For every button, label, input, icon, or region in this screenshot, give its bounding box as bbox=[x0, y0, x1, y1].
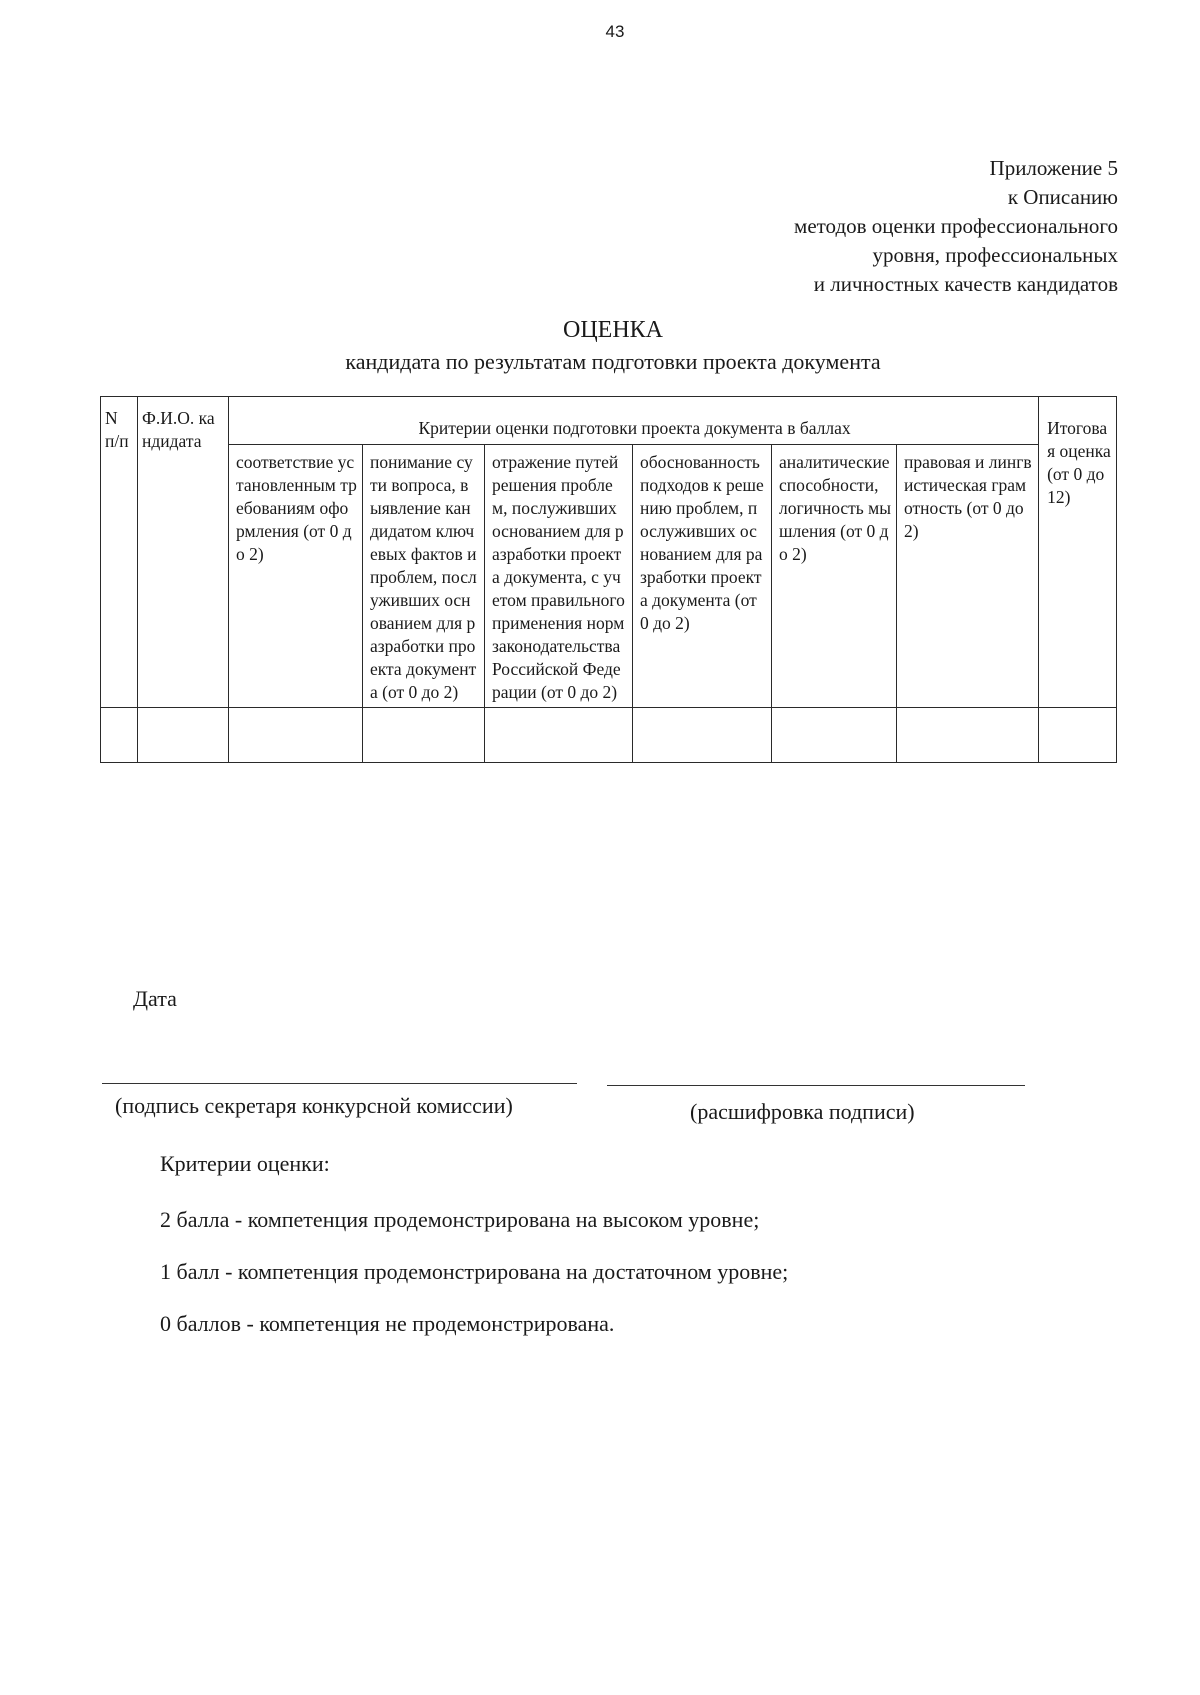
criteria-legend-item: 2 балла - компетенция продемонстрирована на высоком уровне; bbox=[160, 1207, 760, 1232]
appendix-line: уровня, профессиональных bbox=[872, 243, 1118, 267]
appendix-line: к Описанию bbox=[1007, 185, 1118, 209]
table-cell bbox=[633, 708, 772, 763]
transcript-signature-caption: (расшифровка подписи) bbox=[690, 1099, 915, 1124]
evaluation-table bbox=[100, 396, 1117, 763]
criterion-header: соответствие установленным требованиям оформления (от 0 до 2) bbox=[229, 445, 363, 708]
table-cell bbox=[1039, 708, 1117, 763]
criterion-header: аналитические способности, логичность мышления (от 0 до 2) bbox=[772, 445, 897, 708]
table-cell bbox=[897, 708, 1039, 763]
criterion-header: обоснованность подходов к решению проблем, послуживших основанием для разработки проекта документа (от 0 до 2) bbox=[633, 445, 772, 708]
table-cell bbox=[772, 708, 897, 763]
table-cell bbox=[363, 708, 485, 763]
appendix-line: методов оценки профессионального bbox=[794, 214, 1118, 238]
document-subtitle: кандидата по результатам подготовки проекта документа bbox=[345, 349, 881, 374]
appendix-line: и личностных качеств кандидатов bbox=[813, 272, 1118, 296]
appendix-reference bbox=[794, 154, 1118, 299]
appendix-line: Приложение 5 bbox=[989, 156, 1118, 180]
criteria-legend-item: 1 балл - компетенция продемонстрирована на достаточном уровне; bbox=[160, 1259, 789, 1284]
column-header-fio: Ф.И.О. кандидата bbox=[138, 397, 229, 708]
document-title: ОЦЕНКА bbox=[563, 317, 663, 343]
criteria-legend-item: 0 баллов - компетенция не продемонстрирована. bbox=[160, 1311, 615, 1336]
table-cell bbox=[138, 708, 229, 763]
transcript-signature-line bbox=[607, 1085, 1025, 1086]
column-header-total: Итоговая оценка (от 0 до 12) bbox=[1039, 397, 1117, 708]
table-cell bbox=[101, 708, 138, 763]
table-row bbox=[101, 708, 1117, 763]
page-number: 43 bbox=[605, 22, 625, 41]
criterion-header: правовая и лингвистическая грамотность (от 0 до 2) bbox=[897, 445, 1039, 708]
criteria-legend bbox=[160, 1150, 788, 1362]
table-cell bbox=[229, 708, 363, 763]
secretary-signature-caption: (подпись секретаря конкурсной комиссии) bbox=[115, 1093, 513, 1118]
column-header-number: N п/п bbox=[101, 397, 138, 708]
criterion-header: отражение путей решения проблем, послуживших основанием для разработки проекта документа, с учетом правильного применения норм законодательства Российской Федерации (от 0 до 2) bbox=[485, 445, 633, 708]
table-cell bbox=[485, 708, 633, 763]
secretary-signature-line bbox=[102, 1083, 577, 1084]
criteria-legend-heading: Критерии оценки: bbox=[160, 1151, 330, 1176]
date-label: Дата bbox=[133, 986, 177, 1011]
criteria-group-header: Критерии оценки подготовки проекта документа в баллах bbox=[229, 397, 1039, 445]
criterion-header: понимание сути вопроса, выявление кандидатом ключевых фактов и проблем, послуживших основанием для разработки проекта документа (от 0 до 2) bbox=[363, 445, 485, 708]
